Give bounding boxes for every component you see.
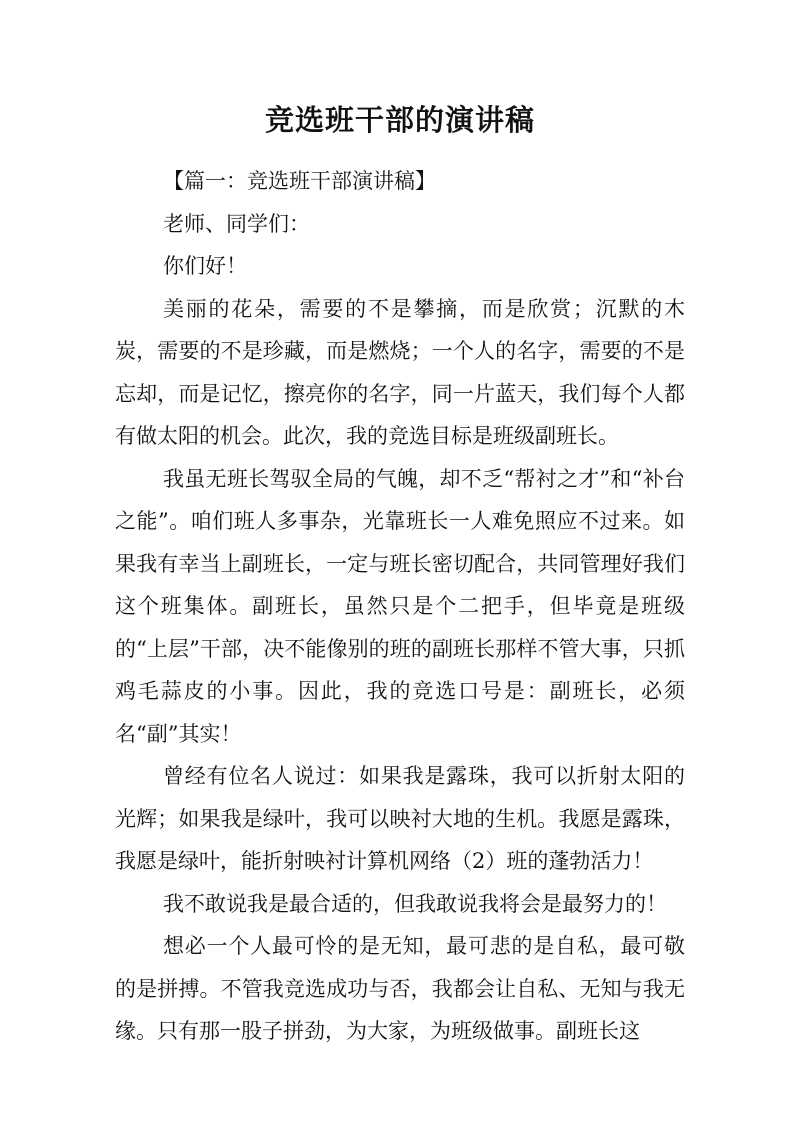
greeting: 你们好！ (163, 254, 247, 278)
salutation: 老师、同学们： (163, 211, 310, 236)
body-paragraph: 美丽的花朵，需要的不是攀摘，而是欣赏；沉默的木炭，需要的不是珍藏，而是燃烧；一个人的名字，需要的不是忘却，而是记忆，擦亮你的名字，同一片蓝天，我们每个人都有做太阳的机会。此次，我的竞选目标是班级副班长。 (115, 296, 685, 448)
body-paragraph: 想必一个人最可怜的是无知，最可悲的是自私，最可敬的是拼搏。不管我竞选成功与否，我都会让自私、无知与我无缘。只有那一股子拼劲，为大家，为班级做事。副班长这 (115, 934, 685, 1043)
body-paragraph: 我虽无班长驾驭全局的气魄，却不乏“帮衬之才”和“补台之能”。咱们班人多事杂，光靠班长一人难免照应不过来。如果我有幸当上副班长，一定与班长密切配合，共同管理好我们这个班集体。副班长，虽然只是个二把手，但毕竟是班级的“上层”干部，决不能像别的班的副班长那样不管大事，只抓鸡毛蒜皮的小事。因此，我的竞选口号是：副班长，必须名“副”其实！ (115, 466, 685, 746)
body-paragraph: 我不敢说我是最合适的，但我敢说我将会是最努力的！ (163, 891, 667, 916)
document-title: 竞选班干部的演讲稿 (264, 103, 535, 137)
body-paragraph: 曾经有位名人说过：如果我是露珠，我可以折射太阳的光辉；如果我是绿叶，我可以映衬大地的生机。我愿是露珠，我愿是绿叶，能折射映衬计算机网络（2）班的蓬勃活力！ (115, 764, 685, 873)
section-heading: 【篇一：竞选班干部演讲稿】 (163, 169, 436, 193)
